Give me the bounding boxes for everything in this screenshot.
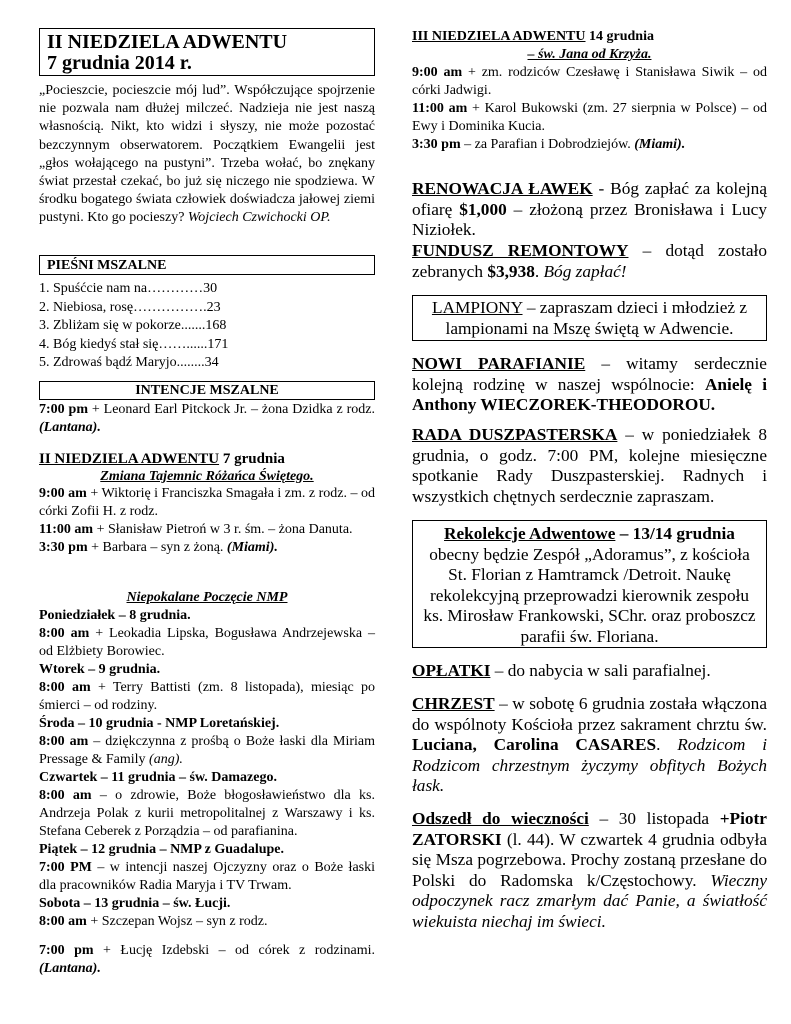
mass-time: 8:00 am	[39, 734, 89, 749]
retreat-text: obecny będzie Zespół „Adoramus”, z kościoła St. Florian z Hamtramck /Detroit. Naukę rekolekcyjną przeprowadzi kierownik zespołu ks. Mirosław Frankowski, SChr. oraz proboszcz parafii św. Floriana.	[423, 544, 756, 646]
day-heading: Sobota – 13 grudnia – św. Łucji.	[39, 896, 231, 911]
baptism-names: Luciana, Carolina CASARES	[412, 735, 657, 754]
mass-place: (Miami).	[226, 540, 278, 555]
deceased-text: – 30 listopada	[588, 809, 720, 828]
renovation-amount: $1,000	[459, 199, 507, 219]
deceased-prayer: Wieczny odpoczynek racz zmarłym dać Panie, a światłość wiekuista niechaj im świeci.	[412, 870, 767, 931]
deceased-text: (l. 44). W czwartek 4 grudnia odbyła się Msza pogrzebowa. Prochy zostaną przesłane do Polski do Radomska k/Częstochowy.	[412, 829, 767, 890]
retreat-box	[412, 520, 767, 648]
mass-entry	[39, 625, 375, 661]
mass-time: 11:00 am	[39, 522, 94, 537]
mass-place: (Lantana).	[39, 961, 101, 976]
new-parishioners-heading: NOWI PARAFIANIE	[412, 354, 586, 373]
novena-heading: Niepokalane Poczęcie NMP	[126, 590, 288, 605]
mass-text: + Szczepan Wojsz – syn z rodz.	[86, 914, 268, 929]
baptism-text: .	[656, 735, 678, 754]
intentions-heading: INTENCJE MSZALNE	[39, 381, 375, 400]
mass-time: 9:00 am	[39, 486, 87, 501]
day-heading: Środa – 10 grudnia - NMP Loretańskiej.	[39, 716, 280, 731]
lanterns-text: – zapraszam dzieci i młodzież z lampionami na Mszę świętą w Adwencie.	[445, 298, 748, 338]
list-item: 4. Bóg kiedyś stał się……......171	[39, 336, 229, 352]
day-heading: Poniedziałek – 8 grudnia.	[39, 608, 191, 623]
hymns-list	[39, 280, 375, 373]
mass-time: 3:30 pm	[39, 540, 88, 555]
mass-time: 7:00 PM	[39, 860, 92, 875]
intro-paragraph	[39, 82, 375, 228]
intention-first	[39, 401, 375, 437]
mass-time: 9:00 am	[412, 65, 463, 80]
novena-section	[39, 589, 375, 978]
sunday2-sub: Zmiana Tajemnic Różańca Świętego.	[100, 469, 314, 484]
fund-text: – dotąd zostało zebranych	[412, 241, 768, 281]
deceased-name: +Piotr ZATORSKI	[412, 809, 767, 849]
mass-time: 8:00 am	[39, 914, 87, 929]
mass-text: – w intencji naszej Ojczyzny oraz o Boże łaski dla pracowników Radia Maryja i TV Trwam.	[39, 860, 375, 893]
list-item: 5. Zdrowaś bądź Maryjo........34	[39, 355, 219, 371]
mass-entry	[39, 942, 375, 978]
mass-entry	[39, 539, 375, 557]
intro-author: Wojciech Czwichocki OP.	[187, 210, 331, 226]
retreat-heading: Rekolekcje Adwentowe	[444, 524, 616, 543]
retreat-dates: – 13/14 grudnia	[615, 524, 735, 543]
fund-notice	[412, 241, 767, 282]
wafers-text: – do nabycia w sali parafialnej.	[490, 661, 711, 680]
title-box	[39, 28, 375, 76]
baptism-text: – w sobotę 6 grudnia została włączona do wspólnoty Kościoła przez sakrament chrztu św.	[412, 694, 767, 734]
new-parishioners-names: Anielę i Anthony WIECZOREK-THEODOROU.	[412, 374, 767, 414]
mass-text: + Barbara – syn z żoną.	[87, 540, 227, 555]
new-parishioners-notice	[412, 354, 767, 416]
sunday3-heading	[412, 28, 767, 46]
sunday3-heading-main: III NIEDZIELA ADWENTU	[412, 29, 586, 44]
mass-text: + Terry Battisti (zm. 8 listopada), miesiąc po śmierci – od rodziny.	[39, 680, 376, 713]
retreat-heading-line	[419, 524, 760, 545]
wafers-notice	[412, 661, 767, 682]
mass-text: + Leonard Earl Pitckock Jr. – żona Dzidka z rodz.	[88, 402, 375, 417]
sunday2-heading-date: 7 grudnia	[219, 451, 285, 467]
renovation-notice	[412, 179, 767, 241]
mass-entry	[39, 733, 375, 769]
deceased-notice	[412, 809, 767, 932]
mass-entry	[412, 136, 767, 154]
council-heading: RADA DUSZPASTERSKA	[412, 425, 618, 444]
mass-text: + Słanisław Pietroń w 3 r. śm. – żona Danuta.	[93, 522, 353, 537]
mass-text: + Łucję Izdebski – od córek z rodzinami.	[93, 943, 375, 958]
mass-text: + Karol Bukowski (zm. 27 sierpnia w Polsce) – od Ewy i Dominika Kucia.	[412, 101, 767, 134]
mass-entry	[412, 64, 767, 100]
fund-thanks: Bóg zapłać!	[543, 261, 627, 281]
mass-entry	[39, 485, 375, 521]
mass-text: + Wiktorię i Franciszka Smagała i zm. z rodz. – od córki Zofii H. z rodz.	[39, 486, 375, 519]
fund-amount: $3,938	[487, 261, 535, 281]
fund-heading: FUNDUSZ REMONTOWY	[412, 241, 629, 260]
list-item: 3. Zbliżam się w pokorze.......168	[39, 318, 227, 334]
mass-entry	[412, 100, 767, 136]
sunday3-sub: – św. Jana od Krzyża.	[527, 47, 652, 62]
mass-place: (Lantana).	[39, 420, 101, 435]
mass-entry	[39, 859, 375, 895]
mass-entry	[39, 679, 375, 715]
wafers-heading: OPŁATKI	[412, 661, 491, 680]
mass-place: (Miami).	[634, 137, 686, 152]
sunday3-section	[412, 28, 767, 154]
mass-lang: (ang).	[149, 752, 183, 767]
baptism-heading: CHRZEST	[412, 694, 495, 713]
mass-text: + Leokadia Lipska, Bogusława Andrzejewska – od Elżbiety Borowiec.	[39, 626, 375, 659]
mass-text: – za Parafian i Dobrodziejów.	[460, 137, 635, 152]
renovation-text: - Bóg zapłać za kolejną ofiarę	[412, 179, 767, 219]
baptism-wish: Rodzicom i Rodzicom chrzestnym życzymy obfitych Bożych łask.	[412, 735, 768, 795]
intro-text: „Pocieszcie, pocieszcie mój lud”. Współczujące spojrzenie nie pozwala nam dłużej milczeć. Nadzieja nie jest naszą własnością. Nikt, kto widzi i słyszy, nie może pozostać bezczynnym obserwatorem. Początkiem Ewangelii jest „głos wołającego na pustyni”. Trzeba wołać, bo znękany świat przestał czekać, bo już się niczego nie spodziewa. W środku bogatego świata człowiek doświadcza jałowej ziemi pustyni. Kto go pocieszy?	[39, 83, 375, 226]
mass-time: 8:00 am	[39, 626, 90, 641]
sunday2-section	[39, 450, 375, 557]
lanterns-heading: LAMPIONY	[431, 298, 523, 317]
baptism-notice	[412, 694, 767, 797]
mass-time: 7:00 pm	[39, 402, 88, 417]
day-heading: Piątek – 12 grudnia – NMP z Guadalupe.	[39, 842, 285, 857]
hymns-heading: PIEŚNI MSZALNE	[39, 255, 375, 275]
mass-entry	[39, 787, 375, 841]
mass-time: 7:00 pm	[39, 943, 94, 958]
sunday2-heading	[39, 450, 375, 468]
mass-time: 11:00 am	[412, 101, 468, 116]
sunday3-heading-date: 14 grudnia	[585, 29, 654, 44]
new-parishioners-text: – witamy serdecznie kolejną rodzinę w naszej wspólnocie:	[412, 354, 767, 394]
day-heading: Wtorek – 9 grudnia.	[39, 662, 161, 677]
deceased-heading: Odszedł do wieczności	[412, 809, 589, 828]
mass-text: + zm. rodziców Czesławę i Stanisława Siwik – od córki Jadwigi.	[412, 65, 768, 98]
council-notice	[412, 425, 767, 507]
list-item: 1. Spuśćcie nam na…………30	[39, 281, 218, 296]
day-heading: Czwartek – 11 grudnia – św. Damazego.	[39, 770, 277, 785]
mass-entry	[39, 521, 375, 539]
mass-time: 8:00 am	[39, 680, 91, 695]
mass-entry	[39, 913, 375, 931]
mass-text: – o zdrowie, Boże błogosławieństwo dla ks. Andrzeja Polak z kurii metropolitalnej z Warszawy i ks. Stefana Ceberek z Porządzia – od parafianina.	[39, 788, 375, 839]
sunday2-heading-main: II NIEDZIELA ADWENTU	[39, 451, 220, 467]
renovation-heading: RENOWACJA ŁAWEK	[412, 179, 593, 198]
list-item: 2. Niebiosa, rosę…………….23	[39, 299, 221, 315]
renovation-text: – złożoną przez Bronisława i Lucy Niziołek.	[412, 199, 767, 239]
title-line1: II NIEDZIELA ADWENTU	[47, 31, 288, 53]
mass-time: 8:00 am	[39, 788, 92, 803]
title-line2: 7 grudnia 2014 r.	[47, 52, 192, 74]
lanterns-box	[412, 295, 767, 341]
council-text: – w poniedziałek 8 grudnia, o godz. 7:00 PM, kolejne miesięczne spotkanie Rady Duszpasterskiej. Radnych i wszystkich chętnych serdecznie zapraszam.	[412, 425, 767, 506]
fund-text: .	[534, 261, 544, 281]
mass-text: – dziękczynna z prośbą o Boże łaski dla Miriam Pressage & Family	[39, 734, 375, 767]
mass-time: 3:30 pm	[412, 137, 461, 152]
